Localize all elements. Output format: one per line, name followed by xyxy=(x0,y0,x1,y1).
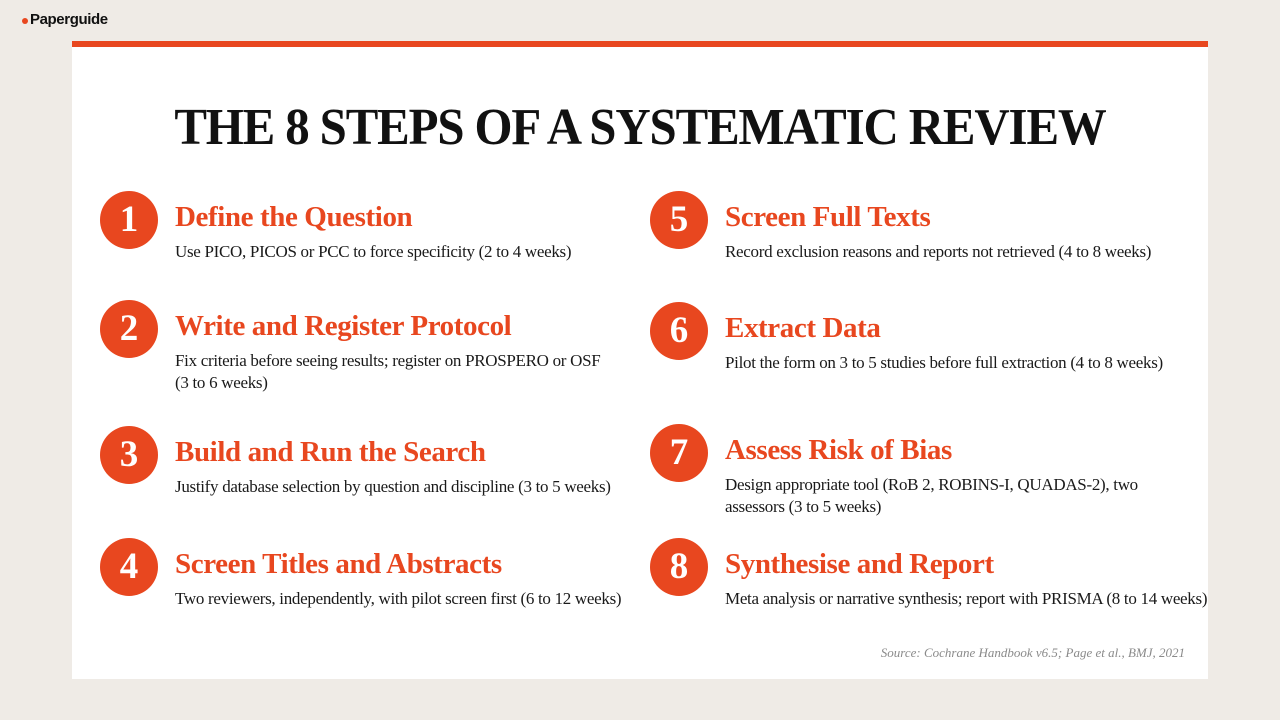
step-title: Assess Risk of Bias xyxy=(725,434,952,466)
step-description: Design appropriate tool (RoB 2, ROBINS-I, QUADAS-2), two assessors (3 to 5 weeks) xyxy=(725,475,1138,516)
infographic-card xyxy=(72,41,1208,679)
accent-bar xyxy=(72,41,1208,47)
step-description: Use PICO, PICOS or PCC to force specificity (2 to 4 weeks) xyxy=(175,242,572,261)
step-description: Fix criteria before seeing results; register on PROSPERO or OSF (3 to 6 weeks) xyxy=(175,351,601,392)
step-title: Define the Question xyxy=(175,201,413,233)
step-title: Synthesise and Report xyxy=(725,548,994,580)
step-number-badge: 5 xyxy=(650,191,708,249)
step-number-badge: 8 xyxy=(650,538,708,596)
step-number-badge: 7 xyxy=(650,424,708,482)
step-number-badge: 4 xyxy=(100,538,158,596)
step-description: Meta analysis or narrative synthesis; report with PRISMA (8 to 14 weeks) xyxy=(725,589,1208,608)
step-number-badge: 1 xyxy=(100,191,158,249)
source-citation: Source: Cochrane Handbook v6.5; Page et al., BMJ, 2021 xyxy=(880,645,1185,660)
step-description: Two reviewers, independently, with pilot screen first (6 to 12 weeks) xyxy=(175,589,622,608)
step-title: Write and Register Protocol xyxy=(175,310,512,342)
step-description: Pilot the form on 3 to 5 studies before full extraction (4 to 8 weeks) xyxy=(725,353,1163,372)
step-title: Screen Full Texts xyxy=(725,201,931,233)
step-title: Extract Data xyxy=(725,312,881,344)
step-number-badge: 3 xyxy=(100,426,158,484)
step-description: Record exclusion reasons and reports not retrieved (4 to 8 weeks) xyxy=(725,242,1152,261)
logo-dot-icon xyxy=(22,18,28,24)
step-title: Screen Titles and Abstracts xyxy=(175,548,502,580)
paperguide-logo xyxy=(22,9,108,29)
logo-text: Paperguide xyxy=(30,10,108,28)
step-number-badge: 6 xyxy=(650,302,708,360)
step-title: Build and Run the Search xyxy=(175,436,486,468)
page-title: THE 8 STEPS OF A SYSTEMATIC REVIEW xyxy=(174,99,1106,156)
step-number-badge: 2 xyxy=(100,300,158,358)
step-description: Justify database selection by question and discipline (3 to 5 weeks) xyxy=(175,477,611,496)
